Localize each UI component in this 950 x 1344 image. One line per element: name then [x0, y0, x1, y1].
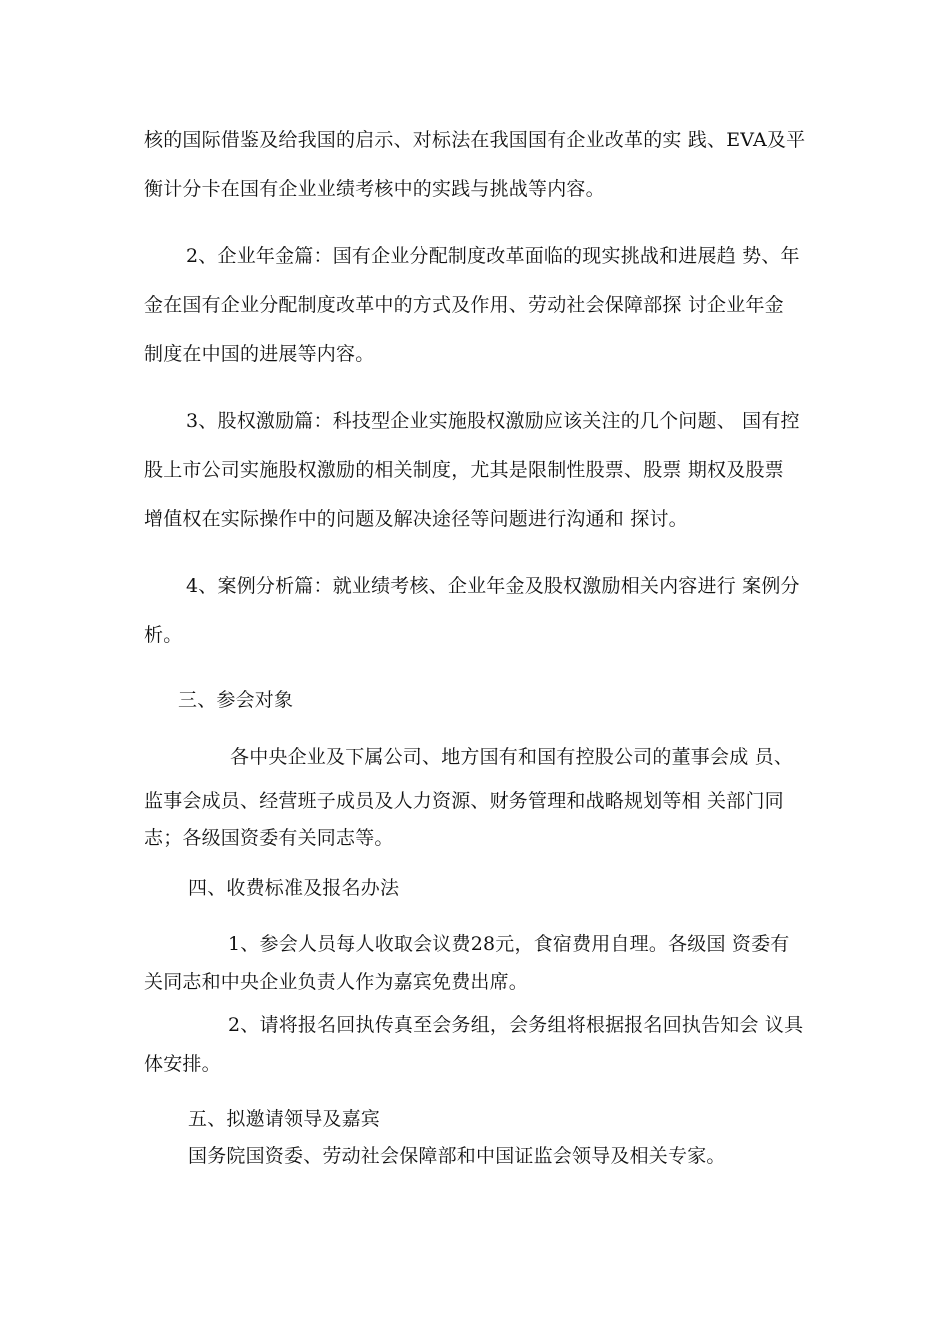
text-line-1: 核的国际借鉴及给我国的启示、对标法在我国国有企业改革的实 践、EVA及平 — [144, 129, 806, 151]
section-heading-5: 五、拟邀请领导及嘉宾 — [188, 1108, 381, 1130]
text-line-7: 股上市公司实施股权激励的相关制度，尤其是限制性股票、股票 期权及股票 — [144, 459, 784, 481]
text-line-9: 4、案例分析篇：就业绩考核、企业年金及股权激励相关内容进行 案例分 — [186, 575, 800, 597]
text-line-6: 3、股权激励篇：科技型企业实施股权激励应该关注的几个问题、 国有控 — [186, 410, 800, 432]
text-line-19: 体安排。 — [144, 1053, 221, 1075]
section-heading-4: 四、收费标准及报名办法 — [188, 877, 400, 899]
text-line-18: 2、请将报名回执传真至会务组，会务组将根据报名回执告知会 议具 — [228, 1014, 804, 1036]
text-line-3: 2、企业年金篇：国有企业分配制度改革面临的现实挑战和进展趋 势、年 — [186, 245, 800, 267]
text-line-16: 1、参会人员每人收取会议费28元，食宿费用自理。各级国 资委有 — [228, 933, 790, 955]
text-line-5: 制度在中国的进展等内容。 — [144, 343, 375, 365]
text-line-13: 监事会成员、经营班子成员及人力资源、财务管理和战略规划等相 关部门同 — [144, 790, 784, 812]
text-line-17: 关同志和中央企业负责人作为嘉宾免费出席。 — [144, 971, 529, 993]
text-line-14: 志；各级国资委有关同志等。 — [144, 827, 394, 849]
text-line-4: 金在国有企业分配制度改革中的方式及作用、劳动社会保障部探 讨企业年金 — [144, 294, 784, 316]
text-line-8: 增值权在实际操作中的问题及解决途径等问题进行沟通和 探讨。 — [144, 508, 688, 530]
text-line-10: 析。 — [144, 624, 183, 646]
text-line-21: 国务院国资委、劳动社会保障部和中国证监会领导及相关专家。 — [188, 1145, 726, 1167]
text-line-2: 衡计分卡在国有企业业绩考核中的实践与挑战等内容。 — [144, 178, 605, 200]
section-heading-3: 三、参会对象 — [178, 689, 294, 711]
text-line-12: 各中央企业及下属公司、地方国有和国有控股公司的董事会成 员、 — [230, 746, 794, 768]
